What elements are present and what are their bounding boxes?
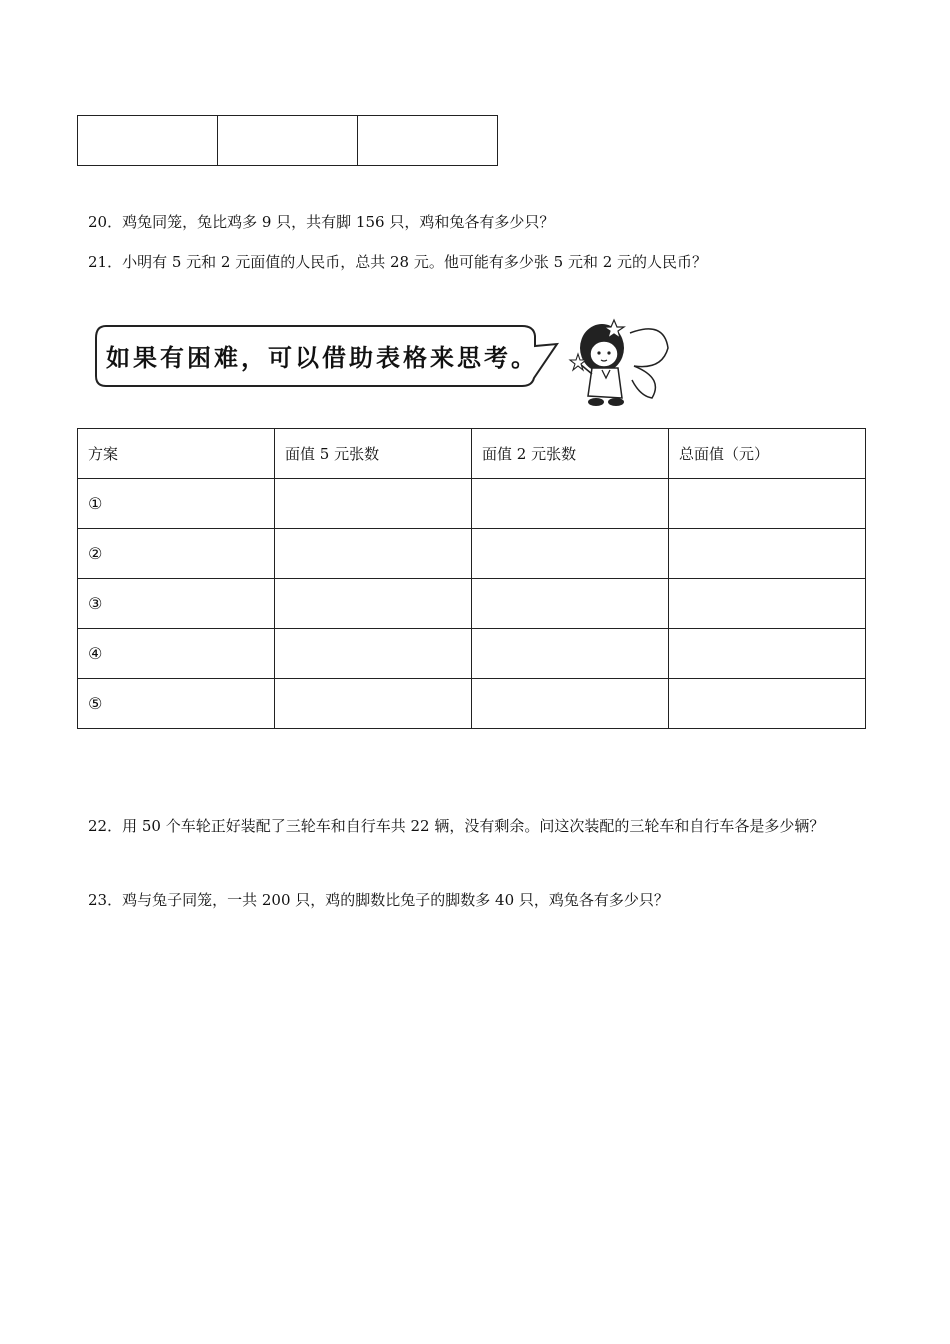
table-cell <box>472 579 669 629</box>
table-cell <box>358 116 498 166</box>
table-cell <box>78 116 218 166</box>
plan-number-cell: ③ <box>78 579 275 629</box>
table-row <box>78 116 498 166</box>
question-20: 20．鸡兔同笼，兔比鸡多 9 只，共有脚 156 只，鸡和兔各有多少只？ <box>88 213 555 231</box>
table-cell <box>275 629 472 679</box>
table-cell <box>669 679 866 729</box>
table-header-cell: 方案 <box>78 429 275 479</box>
table-header-cell: 面值 5 元张数 <box>275 429 472 479</box>
table-cell <box>472 679 669 729</box>
fairy-girl-icon <box>570 320 668 406</box>
table-cell <box>275 679 472 729</box>
table-cell <box>669 629 866 679</box>
table-row <box>78 629 866 679</box>
question-21: 21．小明有 5 元和 2 元面值的人民币，总共 28 元。他可能有多少张 5 元和 2 元的人民币？ <box>88 253 708 271</box>
table-cell <box>472 529 669 579</box>
plan-number-cell: ④ <box>78 629 275 679</box>
table-row <box>78 579 866 629</box>
plan-table <box>77 428 866 729</box>
table-cell <box>669 479 866 529</box>
plan-number-cell: ② <box>78 529 275 579</box>
table-row <box>78 679 866 729</box>
plan-number-cell: ① <box>78 479 275 529</box>
table-cell <box>218 116 358 166</box>
answer-table-top <box>77 115 498 166</box>
table-cell <box>472 479 669 529</box>
question-22: 22．用 50 个车轮正好装配了三轮车和自行车共 22 辆，没有剩余。问这次装配的三轮车和自行车各是多少辆？ <box>88 817 825 835</box>
plan-number-cell: ⑤ <box>78 679 275 729</box>
table-cell <box>275 579 472 629</box>
table-header-row <box>78 429 866 479</box>
table-cell <box>669 579 866 629</box>
table-row <box>78 479 866 529</box>
table-cell <box>669 529 866 579</box>
hint-bubble-text: 如果有困难，可以借助表格来思考。 <box>106 344 538 372</box>
table-cell <box>275 479 472 529</box>
table-row <box>78 529 866 579</box>
question-23: 23．鸡与兔子同笼，一共 200 只，鸡的脚数比兔子的脚数多 40 只，鸡兔各有多少只？ <box>88 891 669 909</box>
table-cell <box>275 529 472 579</box>
table-header-cell: 面值 2 元张数 <box>472 429 669 479</box>
table-header-cell: 总面值（元） <box>669 429 866 479</box>
hint-illustration <box>92 318 692 408</box>
table-cell <box>472 629 669 679</box>
